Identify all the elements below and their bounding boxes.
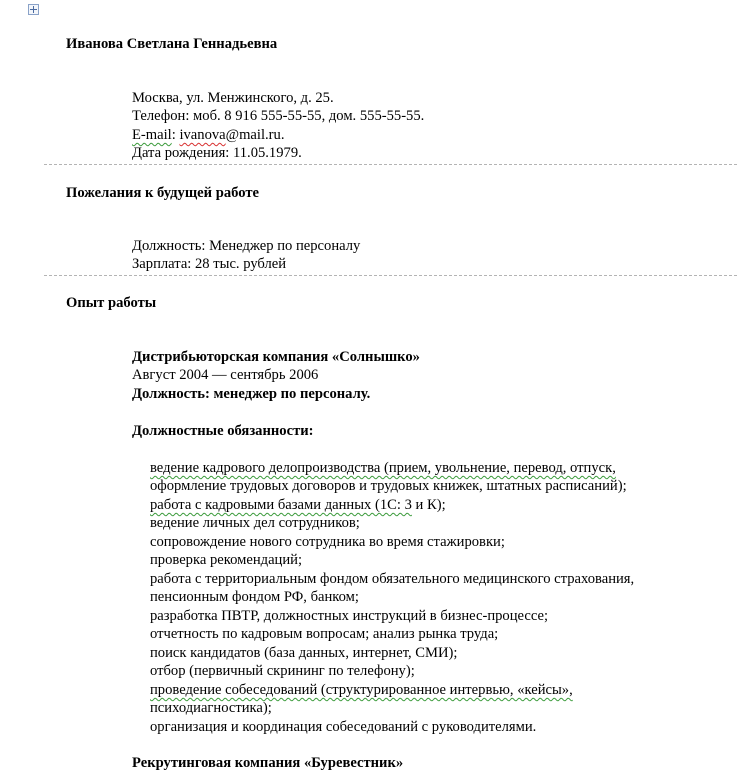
wishes-heading: Пожелания к будущей работе	[66, 185, 259, 201]
duty-item: отбор (первичный скрининг по телефону);	[150, 663, 415, 679]
contact-email	[132, 127, 284, 144]
table-move-handle-icon[interactable]	[28, 4, 39, 15]
work-role: Должность: менеджер по персоналу.	[132, 386, 371, 402]
email-colon: :	[171, 127, 176, 143]
duty-item: работа с территориальным фондом обязательного медицинского страхования,	[150, 571, 635, 587]
email-value: ivanova	[179, 127, 226, 143]
duty-item: отчетность по кадровым вопросам; анализ рынка труда;	[150, 626, 499, 642]
work-period: Август 2004 — сентябрь 2006	[132, 367, 319, 383]
duty-item: проверка рекомендаций;	[150, 552, 303, 568]
duty-item-text: работа с кадровыми базами данных (1С: 3	[150, 497, 412, 513]
email-domain: @mail.ru.	[225, 127, 285, 143]
duty-item: оформление трудовых договоров и трудовых книжек, штатных расписаний);	[150, 478, 627, 494]
duty-item: разработка ПВТР, должностных инструкций в бизнес-процессе;	[150, 608, 549, 624]
contact-birth-date: Дата рождения: 11.05.1979.	[132, 145, 302, 161]
duty-item	[150, 497, 446, 514]
duty-item: сопровождение нового сотрудника во время стажировки;	[150, 534, 505, 550]
contact-address: Москва, ул. Менжинского, д. 25.	[132, 90, 334, 106]
contact-phone: Телефон: моб. 8 916 555-55-55, дом. 555-55-55.	[132, 108, 425, 124]
duty-item: психодиагностика);	[150, 700, 272, 716]
resume-name: Иванова Светлана Геннадьевна	[66, 36, 278, 52]
duties-heading: Должностные обязанности:	[132, 423, 314, 439]
duty-item: ведение кадрового делопроизводства (прием, увольнение, перевод, отпуск,	[150, 460, 616, 476]
next-company-name: Рекрутинговая компания «Буревестник»	[132, 755, 404, 771]
wish-salary: Зарплата: 28 тыс. рублей	[132, 256, 287, 272]
section-divider	[44, 164, 737, 165]
wish-position: Должность: Менеджер по персоналу	[132, 238, 361, 254]
company-name: Дистрибьюторская компания «Солнышко»	[132, 349, 420, 365]
duty-item: организация и координация собеседований с руководителями.	[150, 719, 537, 735]
duty-item: проведение собеседований (структурированное интервью, «кейсы»,	[150, 682, 573, 698]
duty-item-tail: и К);	[411, 497, 446, 513]
duty-item: ведение личных дел сотрудников;	[150, 515, 360, 531]
duty-item: пенсионным фондом РФ, банком;	[150, 589, 359, 605]
experience-heading: Опыт работы	[66, 295, 157, 311]
section-divider	[44, 275, 737, 276]
duty-item: поиск кандидатов (база данных, интернет, СМИ);	[150, 645, 458, 661]
email-label: E-mail	[132, 127, 172, 143]
